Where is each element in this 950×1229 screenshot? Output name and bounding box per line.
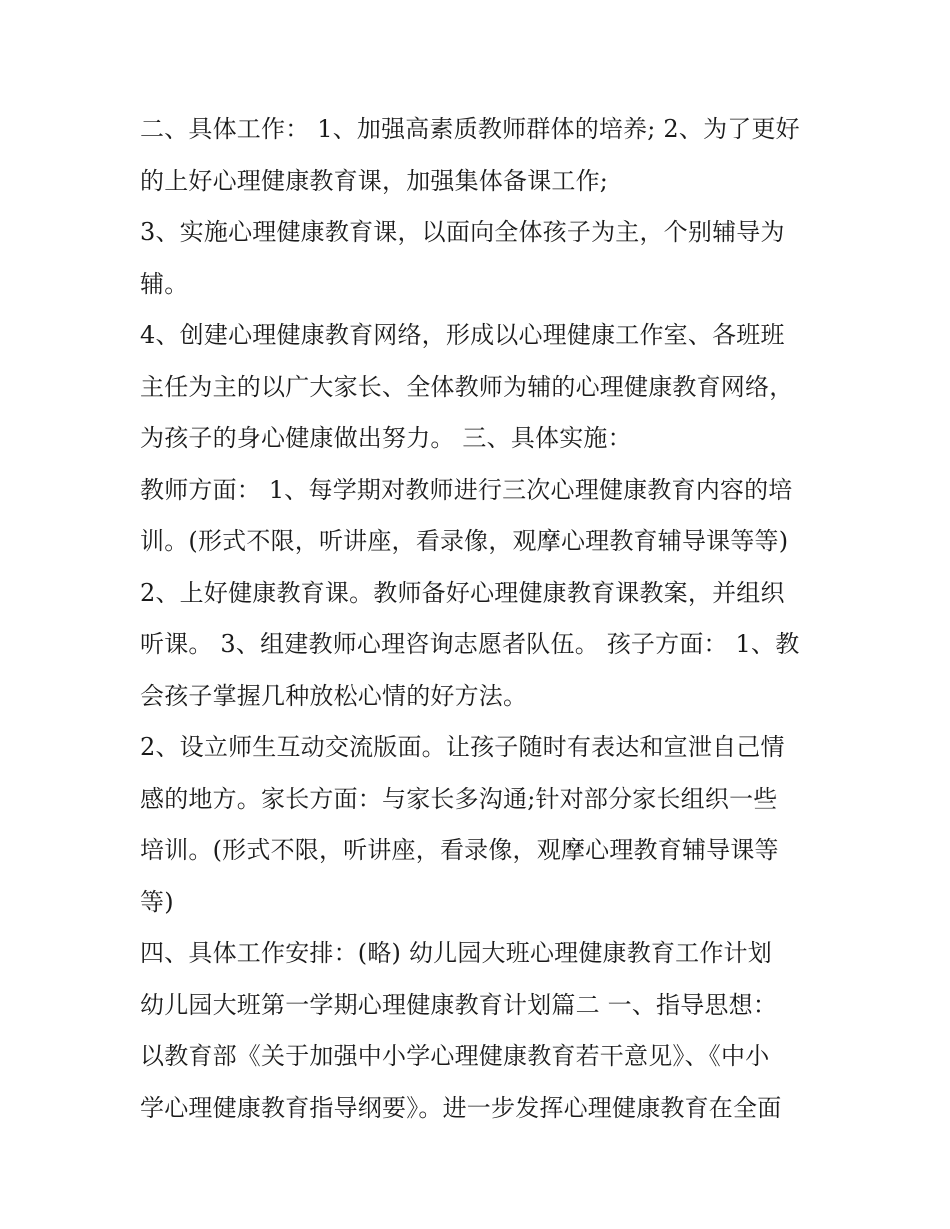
text-line: 辅。 xyxy=(140,269,189,298)
text-line: 会孩子掌握几种放松心情的好方法。 xyxy=(140,681,528,710)
text-line: 听课。 3、组建教师心理咨询志愿者队伍。 孩子方面： 1、教 xyxy=(140,630,800,658)
text-line: 培训。(形式不限，听讲座，看录像，观摩心理教育辅导课等 xyxy=(140,836,779,864)
text-line: 幼儿园大班第一学期心理健康教育计划篇二 一、指导思想： xyxy=(140,990,778,1019)
text-line: 学心理健康教育指导纲要》。进一步发挥心理健康教育在全面 xyxy=(140,1093,782,1122)
text-line: 2、设立师生互动交流版面。让孩子随时有表达和宣泄自己情 xyxy=(140,733,785,761)
text-line: 以教育部《关于加强中小学心理健康教育若干意见》、《中小 xyxy=(140,1042,770,1070)
text-line: 的上好心理健康教育课，加强集体备课工作; xyxy=(140,166,609,195)
text-line: 主任为主的以广大家长、全体教师为辅的心理健康教育网络， xyxy=(140,372,794,401)
text-line: 感的地方。家长方面：与家长多沟通;针对部分家长组织一些 xyxy=(140,784,778,813)
text-line: 为孩子的身心健康做出努力。 三、具体实施： xyxy=(140,424,632,452)
text-line: 教师方面： 1、每学期对教师进行三次心理健康教育内容的培 xyxy=(140,475,793,504)
text-line: 4、创建心理健康教育网络，形成以心理健康工作室、各班班 xyxy=(140,321,785,349)
text-line: 等) xyxy=(140,887,174,916)
text-line: 2、上好健康教育课。教师备好心理健康教育课教案，并组织 xyxy=(140,578,785,607)
text-line: 二、具体工作： 1、加强高素质教师群体的培养; 2、为了更好 xyxy=(140,115,800,143)
document-body xyxy=(140,104,820,1134)
text-line: 训。(形式不限，听讲座，看录像，观摩心理教育辅导课等等) xyxy=(140,527,789,555)
text-line: 四、具体工作安排：(略) 幼儿园大班心理健康教育工作计划 xyxy=(140,939,772,967)
text-line: 3、实施心理健康教育课，以面向全体孩子为主，个别辅导为 xyxy=(140,218,785,246)
